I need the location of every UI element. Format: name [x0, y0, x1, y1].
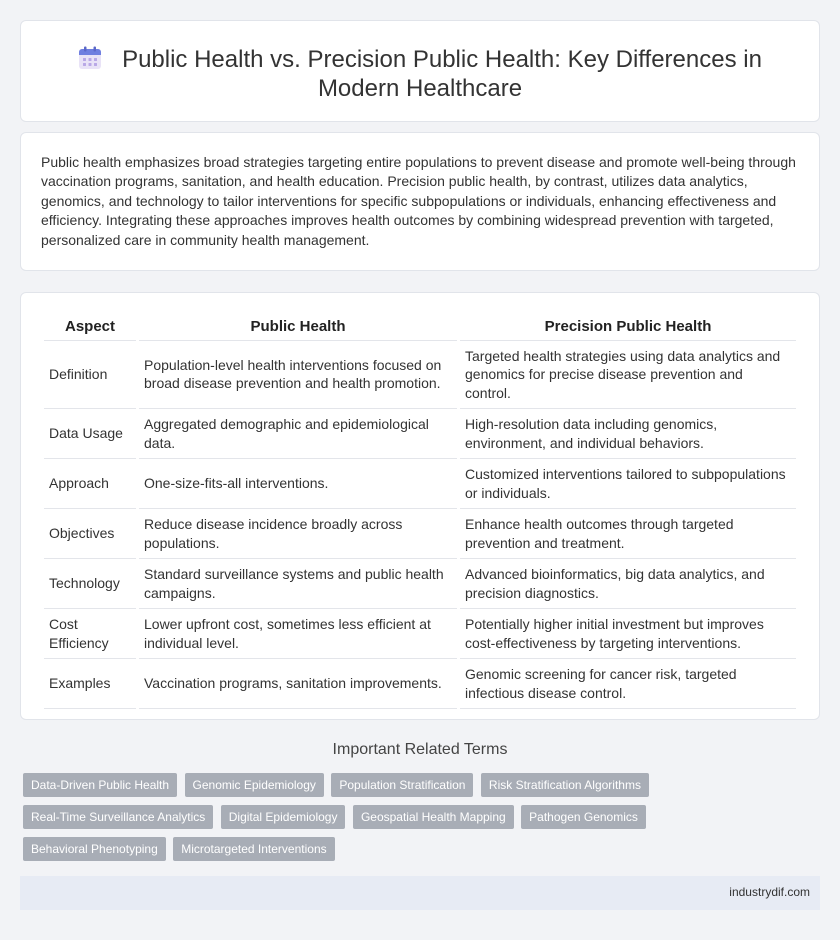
table-row	[44, 409, 796, 459]
page-title	[61, 45, 779, 103]
related-term-tag[interactable]: Genomic Epidemiology	[185, 773, 324, 797]
related-terms-heading: Important Related Terms	[332, 741, 508, 758]
row-precision-public-health: Customized interventions tailored to subpopulations or individuals.	[460, 459, 796, 509]
related-term-tag[interactable]: Behavioral Phenotyping	[23, 837, 166, 861]
header-public-health: Public Health	[139, 313, 457, 341]
row-precision-public-health: Genomic screening for cancer risk, targeted infectious disease control.	[460, 659, 796, 709]
row-aspect: Objectives	[44, 509, 136, 559]
row-precision-public-health: Targeted health strategies using data analytics and genomics for precise disease prevention and control.	[460, 341, 796, 410]
intro-card	[20, 132, 820, 271]
comparison-table	[41, 313, 799, 709]
row-public-health: Lower upfront cost, sometimes less efficient at individual level.	[139, 609, 457, 659]
table-row	[44, 609, 796, 659]
table-header-row	[44, 313, 796, 341]
related-term-tag[interactable]: Population Stratification	[331, 773, 473, 797]
row-public-health: Population-level health interventions focused on broad disease prevention and health promotion.	[139, 341, 457, 410]
row-aspect: Data Usage	[44, 409, 136, 459]
row-precision-public-health: High-resolution data including genomics, environment, and individual behaviors.	[460, 409, 796, 459]
row-public-health: One-size-fits-all interventions.	[139, 459, 457, 509]
table-row	[44, 459, 796, 509]
title-card	[20, 20, 820, 122]
header-precision-public-health: Precision Public Health	[460, 313, 796, 341]
related-term-tag[interactable]: Data-Driven Public Health	[23, 773, 177, 797]
table-row	[44, 559, 796, 609]
row-aspect: Technology	[44, 559, 136, 609]
related-term-tag[interactable]: Real-Time Surveillance Analytics	[23, 805, 213, 829]
table-row	[44, 659, 796, 709]
comparison-table-card	[20, 292, 820, 720]
related-term-tag[interactable]: Risk Stratification Algorithms	[481, 773, 649, 797]
related-term-tag[interactable]: Geospatial Health Mapping	[353, 805, 514, 829]
row-aspect: Definition	[44, 341, 136, 410]
related-term-tag[interactable]: Digital Epidemiology	[221, 805, 346, 829]
calendar-icon	[78, 46, 102, 70]
table-row	[44, 509, 796, 559]
footer	[20, 876, 820, 910]
page-title-text: Public Health vs. Precision Public Health: Key Differences in Modern Healthcare	[122, 46, 762, 102]
related-term-tag[interactable]: Pathogen Genomics	[521, 805, 646, 829]
footer-site-link[interactable]: industrydif.com	[729, 885, 810, 899]
row-precision-public-health: Advanced bioinformatics, big data analytics, and precision diagnostics.	[460, 559, 796, 609]
row-aspect: Approach	[44, 459, 136, 509]
row-aspect: Cost Efficiency	[44, 609, 136, 659]
row-precision-public-health: Enhance health outcomes through targeted prevention and treatment.	[460, 509, 796, 559]
related-terms-list	[23, 773, 793, 869]
row-precision-public-health: Potentially higher initial investment but improves cost-effectiveness by targeting interventions.	[460, 609, 796, 659]
row-public-health: Aggregated demographic and epidemiological data.	[139, 409, 457, 459]
row-public-health: Vaccination programs, sanitation improvements.	[139, 659, 457, 709]
row-public-health: Reduce disease incidence broadly across populations.	[139, 509, 457, 559]
related-term-tag[interactable]: Microtargeted Interventions	[173, 837, 334, 861]
intro-paragraph: Public health emphasizes broad strategies targeting entire populations to prevent disease and promote well-being through vaccination programs, sanitation, and health education. Precision public health, by contrast, utilizes data analytics, genomics, and technology to tailor interventions for specific subpopulations or individuals, enhancing effectiveness and efficiency. Integrating these approaches improves health outcomes by combining widespread prevention with targeted, personalized care in community health management.	[41, 154, 796, 248]
header-aspect: Aspect	[44, 313, 136, 341]
table-row	[44, 341, 796, 410]
row-public-health: Standard surveillance systems and public health campaigns.	[139, 559, 457, 609]
row-aspect: Examples	[44, 659, 136, 709]
